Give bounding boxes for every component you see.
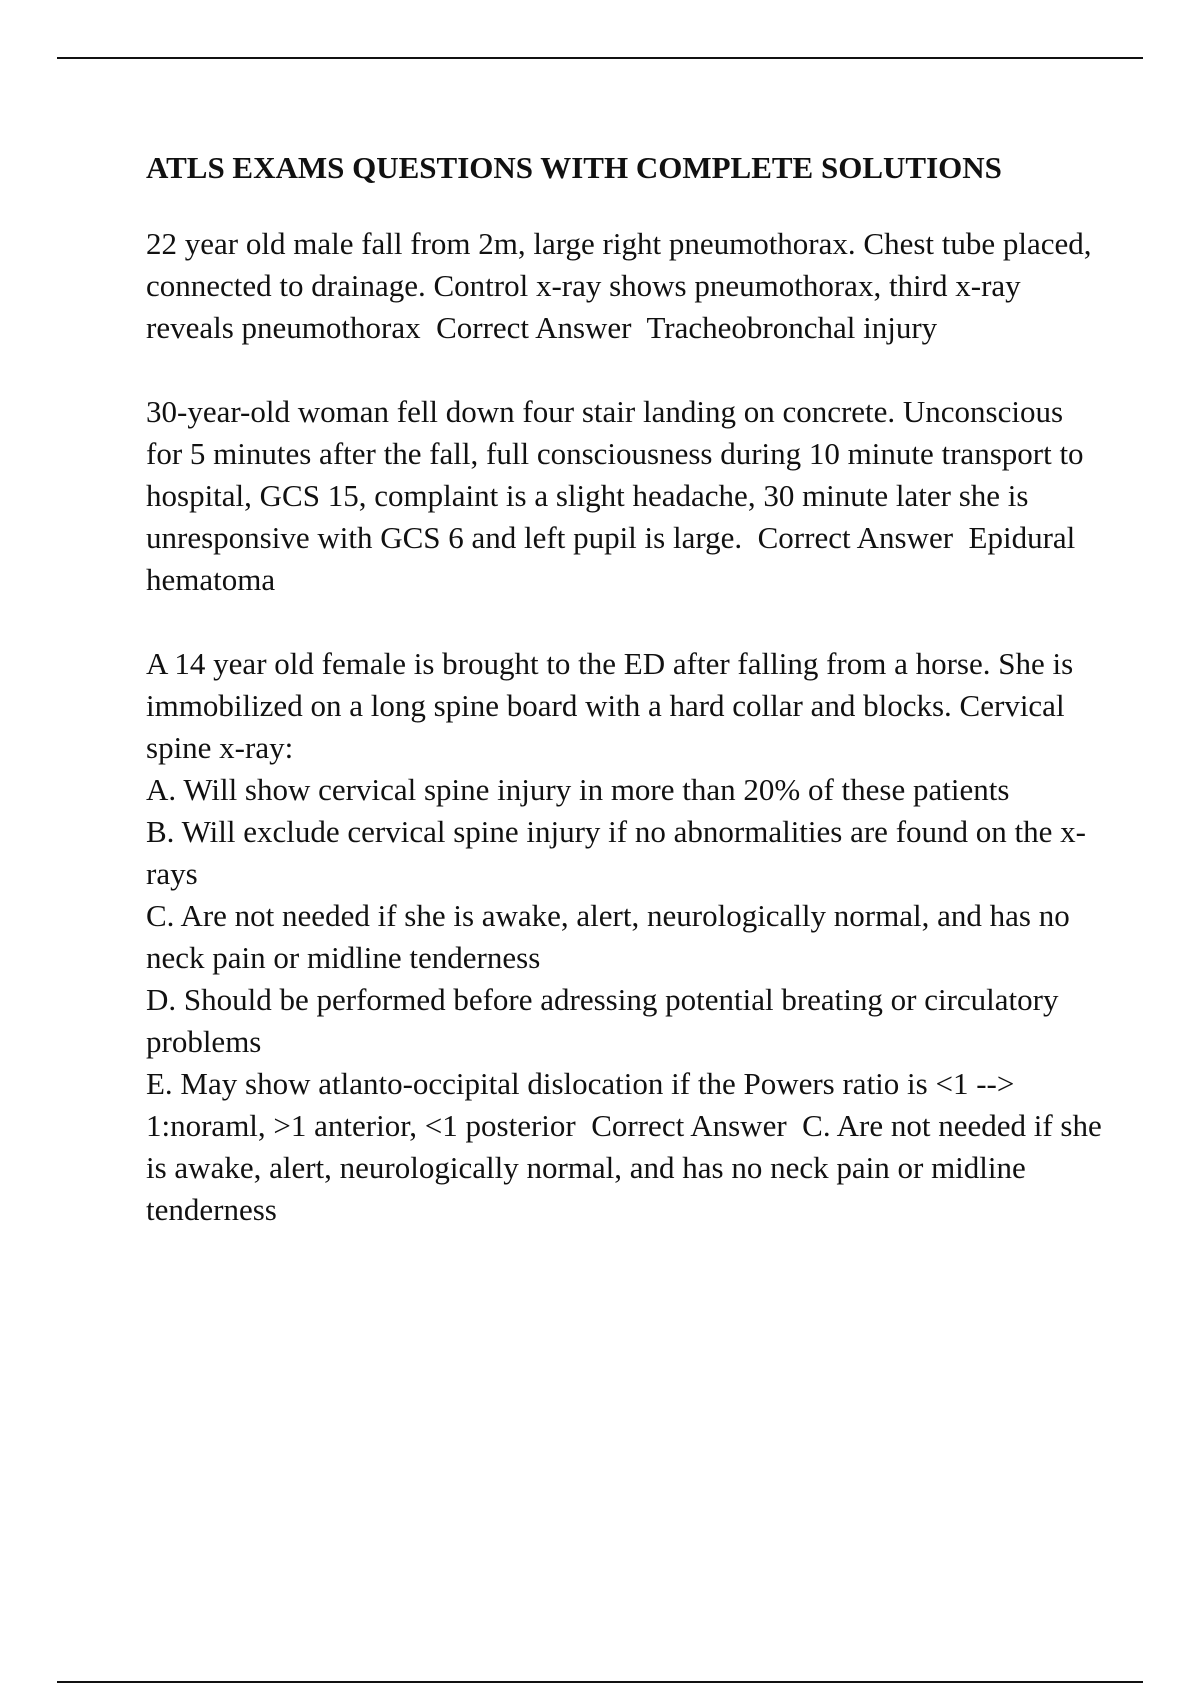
question-text: 22 year old male fall from 2m, large right pneumothorax. Chest tube placed, connected to drainage. Control x-ray shows pneumothorax, third x-ray reveals pneumothorax Correct Answer Tracheobronchal injury: [146, 226, 1100, 345]
document-title: ATLS EXAMS QUESTIONS WITH COMPLETE SOLUTIONS: [146, 150, 1002, 185]
answer-option-d: D. Should be performed before adressing potential breating or circulatory problems: [146, 982, 1067, 1059]
question-block-2: [146, 391, 1106, 601]
answer-option-c: C. Are not needed if she is awake, alert, neurologically normal, and has no neck pain or midline tenderness: [146, 898, 1078, 975]
document-body: [146, 147, 1110, 1273]
header-divider: [57, 57, 1143, 59]
question-block-3: [146, 643, 1110, 1231]
answer-option-e: E. May show atlanto-occipital dislocation if the Powers ratio is <1 --> 1:noraml, >1 anterior, <1 posterior Correct Answer C. Are not needed if she is awake, alert, neurologically normal, and has no neck pain or midline tenderness: [146, 1066, 1110, 1227]
question-block-1: [146, 223, 1106, 349]
question-text: 30-year-old woman fell down four stair landing on concrete. Unconscious for 5 minutes after the fall, full consciousness during 10 minute transport to hospital, GCS 15, complaint is a slight headache, 30 minute later she is unresponsive with GCS 6 and left pupil is large. Correct Answer Epidural hematoma: [146, 394, 1092, 597]
footer-divider: [57, 1681, 1143, 1683]
answer-option-b: B. Will exclude cervical spine injury if no abnormalities are found on the x-rays: [146, 814, 1086, 891]
answer-option-a: A. Will show cervical spine injury in more than 20% of these patients: [146, 772, 1010, 807]
question-stem: A 14 year old female is brought to the ED after falling from a horse. She is immobilized on a long spine board with a hard collar and blocks. Cervical spine x-ray:: [146, 646, 1081, 765]
